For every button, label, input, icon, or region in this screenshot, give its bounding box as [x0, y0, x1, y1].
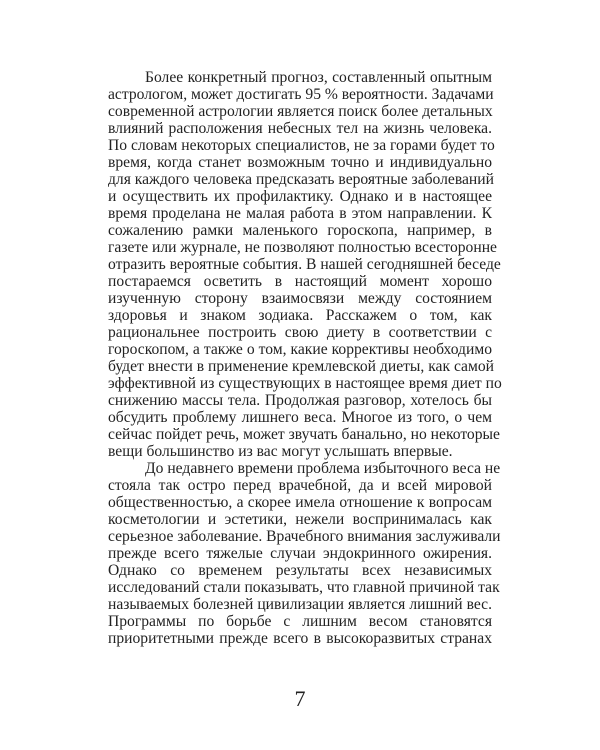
paragraph	[108, 69, 502, 460]
text-line: До недавнего времени проблема избыточного веса не	[145, 460, 501, 477]
text-line: косметологии и эстетики, нежели воспринималась как	[108, 511, 492, 528]
text-line: снижению массы тела. Продолжая разговор, хотелось бы	[108, 392, 492, 409]
text-line: астрологом, может достигать 95 % вероятности. Задачами	[108, 86, 494, 103]
text-line: приоритетными прежде всего в высокоразвитых странах	[108, 630, 492, 647]
text-line: сейчас пойдет речь, может звучать банально, но некоторые	[108, 426, 500, 443]
document-body	[108, 69, 502, 647]
text-line: будет внести в применение кремлевской диеты, как самой	[108, 358, 494, 375]
text-line: вещи большинство из вас могут услышать впервые.	[108, 443, 453, 460]
text-line: постараемся осветить в настоящий момент хорошо	[108, 273, 492, 290]
text-line: современной астрологии является поиск более детальных	[108, 103, 493, 120]
text-line: газете или журнале, не позволяют полностью всесторонне	[108, 239, 497, 256]
text-line: прежде всего тяжелые случаи эндокринного ожирения.	[108, 545, 492, 562]
text-line: стояла так остро перед врачебной, да и всей мировой	[108, 477, 492, 494]
text-line: изученную сторону взаимосвязи между состоянием	[108, 290, 492, 307]
text-line: называемых болезней цивилизации является лишний вес.	[108, 596, 492, 613]
page-number: 7	[294, 686, 306, 711]
text-line: время проделана не малая работа в этом направлении. К	[108, 205, 492, 222]
text-line: Программы по борьбе с лишним весом становятся	[108, 613, 492, 630]
text-line: Более конкретный прогноз, составленный опытным	[145, 69, 492, 86]
text-line: серьезное заболевание. Врачебного внимания заслуживали	[108, 528, 501, 545]
text-line: влияний расположения небесных тел на жизнь человека.	[108, 120, 492, 137]
text-line: и осуществить их профилактику. Однако и в настоящее	[108, 188, 492, 205]
text-line: общественностью, а скорее имела отношение к вопросам	[108, 494, 492, 511]
text-line: эффективной из существующих в настоящее время диет по	[108, 375, 502, 392]
text-line: для каждого человека предсказать вероятные заболеваний	[108, 171, 494, 188]
text-line: здоровья и знаком зодиака. Расскажем о том, как	[108, 307, 492, 324]
text-line: Однако со временем результаты всех независимых	[108, 562, 492, 579]
text-line: рациональнее построить свою диету в соответствии с	[108, 324, 492, 341]
text-line: отразить вероятные события. В нашей сегодняшней беседе	[108, 256, 501, 273]
text-line: сожалению рамки маленького гороскопа, например, в	[108, 222, 492, 239]
text-line: По словам некоторых специалистов, не за горами будет то	[108, 137, 495, 154]
text-line: обсудить проблему лишнего веса. Многое из того, о чем	[108, 409, 492, 426]
text-line: время, когда станет возможным точно и индивидуально	[108, 154, 492, 171]
paragraph	[108, 460, 501, 647]
text-line: исследований стали показывать, что главной причиной так	[108, 579, 500, 596]
text-line: гороскопом, а также о том, какие коррективы необходимо	[108, 341, 492, 358]
